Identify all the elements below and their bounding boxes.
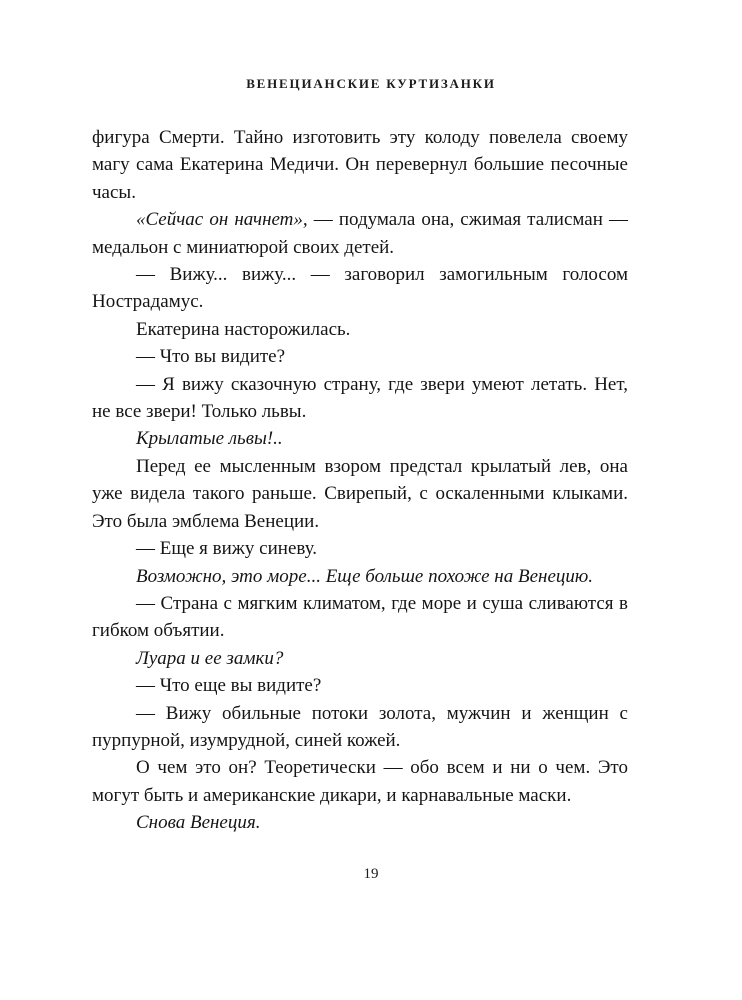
text-segment: — Еще я вижу синеву. bbox=[136, 538, 318, 560]
paragraph bbox=[92, 700, 628, 755]
paragraph bbox=[92, 261, 628, 316]
text-segment: — Что еще вы видите? bbox=[136, 675, 322, 697]
paragraph bbox=[92, 563, 628, 590]
italic-text-segment: «Сейчас он начнет», bbox=[136, 209, 308, 231]
text-segment: — Страна с мягким климатом, где море и суша сливаются в гибком объятии. bbox=[92, 592, 628, 642]
text-segment: Перед ее мысленным взором предстал крылатый лев, она уже видела такого раньше. Свирепый, с оскаленными клыками. Это была эмблема Венеции. bbox=[92, 455, 628, 532]
paragraph bbox=[92, 535, 628, 562]
paragraph bbox=[92, 754, 628, 809]
italic-text-segment: Луара и ее замки? bbox=[136, 647, 284, 669]
text-segment: — подумала она, сжимая талисман — медальон с миниатюрой своих детей. bbox=[92, 209, 628, 258]
running-header: ВЕНЕЦИАНСКИЕ КУРТИЗАНКИ bbox=[246, 76, 496, 91]
text-segment: О чем это он? Теоретически — обо всем и ни о чем. Это могут быть и американские дикари, и карнавальные маски. bbox=[92, 757, 628, 806]
paragraph bbox=[92, 590, 628, 645]
italic-text-segment: Снова Венеция. bbox=[136, 812, 261, 834]
text-segment: — Что вы видите? bbox=[136, 346, 286, 368]
text-segment: — Вижу обильные потоки золота, мужчин и женщин с пурпурной, изумрудной, синей кожей. bbox=[92, 702, 628, 751]
text-segment: Екатерина насторожилась. bbox=[136, 318, 351, 340]
text-segment: фигура Смерти. Тайно изготовить эту колоду повелела своему магу сама Екатерина Медичи. Он перевернул большие песочные часы. bbox=[92, 127, 628, 203]
paragraph bbox=[92, 809, 628, 836]
text-block bbox=[92, 124, 628, 837]
paragraph bbox=[92, 371, 628, 426]
paragraph bbox=[92, 343, 628, 370]
text-segment: — Я вижу сказочную страну, где звери умеют летать. Нет, не все звери! Только львы. bbox=[92, 373, 628, 423]
paragraph bbox=[92, 453, 628, 535]
paragraph bbox=[92, 645, 628, 672]
text-segment: — Вижу... вижу... — заговорил замогильным голосом Нострадамус. bbox=[92, 264, 628, 313]
paragraph bbox=[92, 425, 628, 452]
page-number: 19 bbox=[363, 866, 379, 882]
paragraph bbox=[92, 672, 628, 699]
paragraph bbox=[92, 206, 628, 261]
paragraph bbox=[92, 316, 628, 343]
italic-text-segment: Возможно, это море... Еще больше похоже на Венецию. bbox=[136, 565, 594, 587]
paragraph bbox=[92, 124, 628, 206]
italic-text-segment: Крылатые львы!.. bbox=[136, 428, 283, 450]
